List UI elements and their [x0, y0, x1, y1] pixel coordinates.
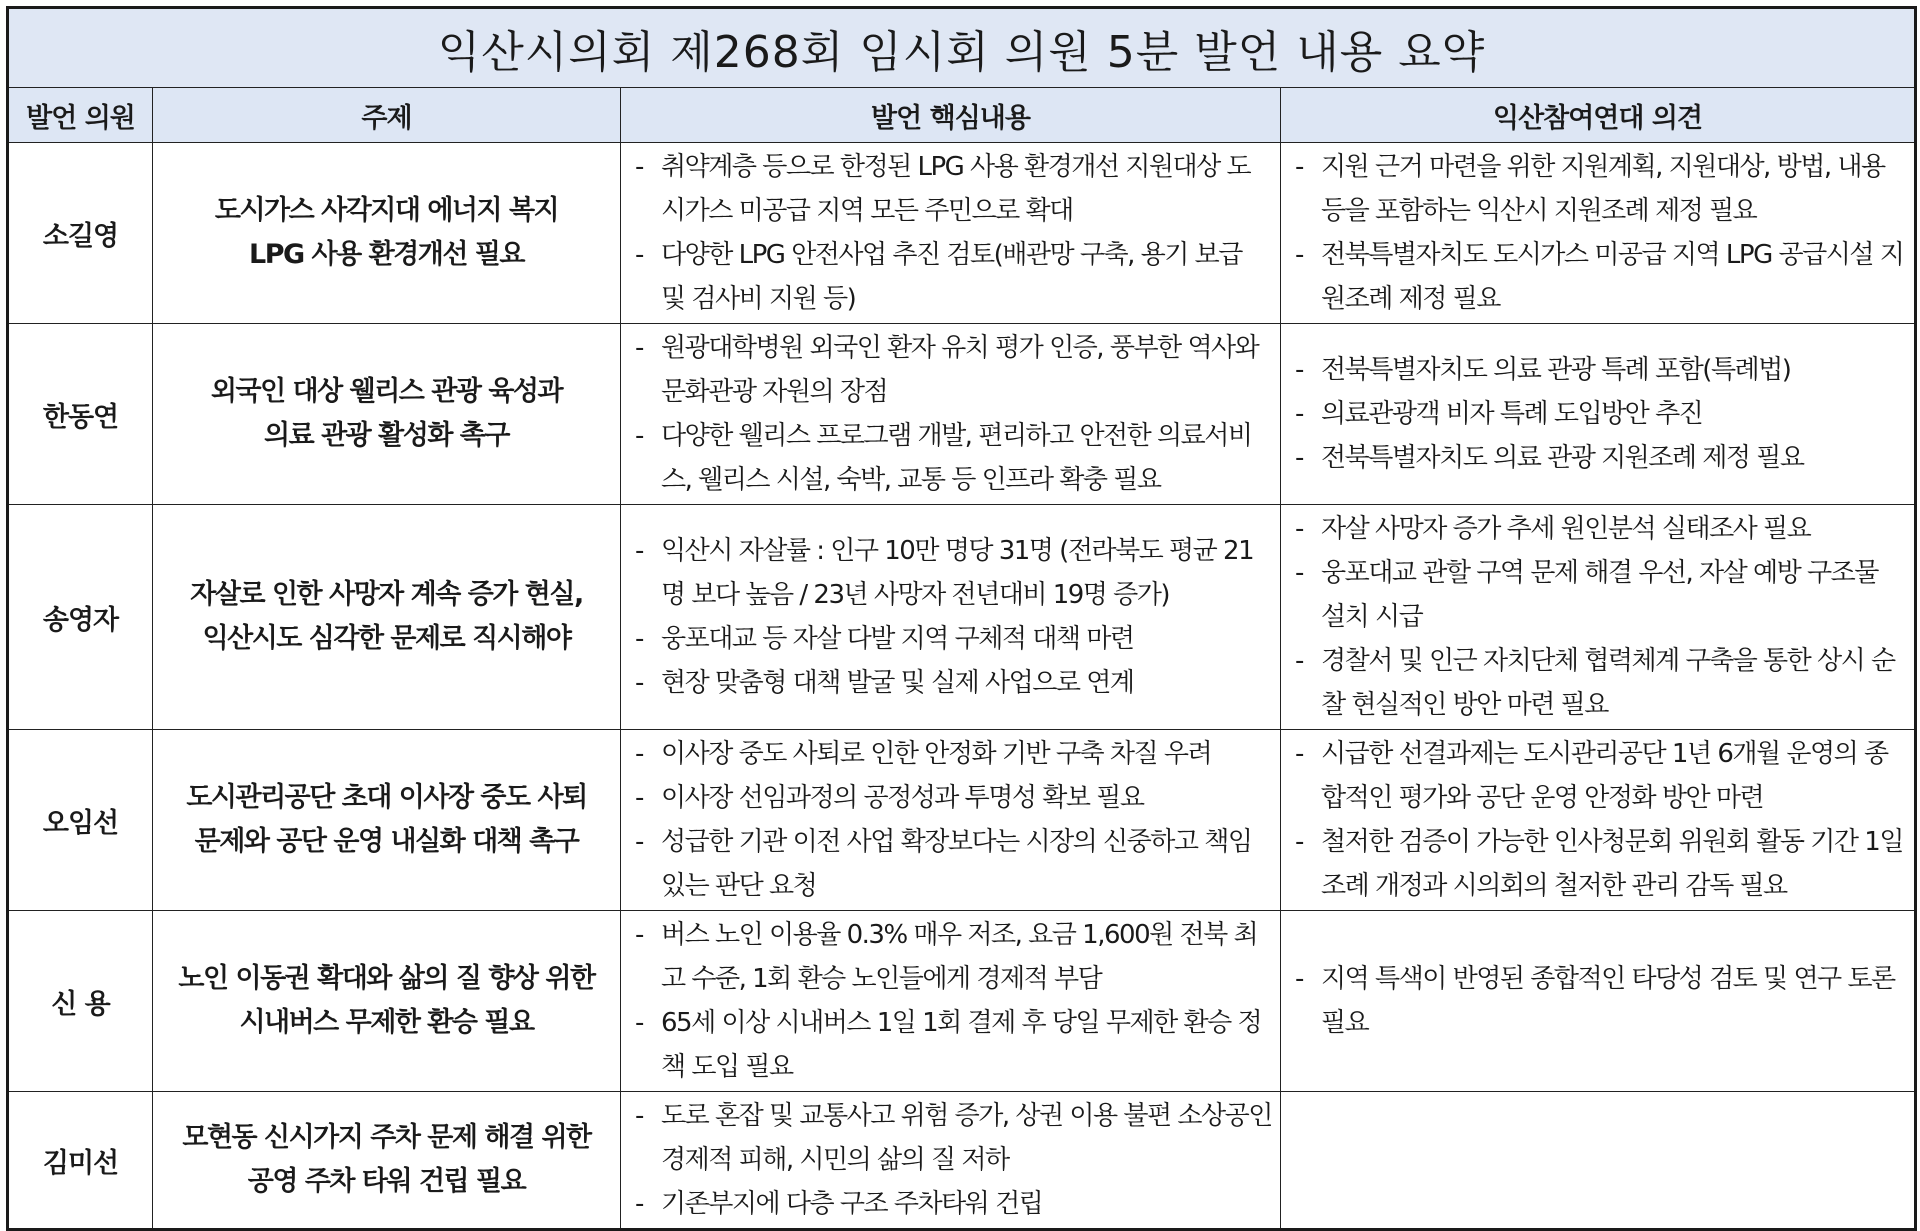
- list-item: - 성급한 기관 이전 사업 확장보다는 시장의 신중하고 책임 있는 판단 요청: [635, 827, 1252, 901]
- opinion-cell: [1281, 730, 1916, 911]
- table-row: [8, 505, 1916, 730]
- opinion-cell: [1281, 143, 1916, 324]
- topic-cell: [153, 505, 621, 730]
- list-item: - 원광대학병원 외국인 환자 유치 평가 인증, 풍부한 역사와 문화관광 자원의 장점: [635, 333, 1259, 407]
- title-row: [8, 8, 1916, 88]
- table-title: 익산시의회 제268회 임시회 의원 5분 발언 내용 요약: [8, 8, 1916, 88]
- topic-line: 도시가스 사각지대 에너지 복지: [214, 195, 559, 226]
- list-item: - 전북특별자치도 의료 관광 특례 포함(특례법): [1295, 355, 1791, 385]
- list-item: - 65세 이상 시내버스 1일 1회 결제 후 당일 무제한 환승 정책 도입 필요: [635, 1008, 1262, 1082]
- key-points-cell: [621, 505, 1281, 730]
- list-item: - 철저한 검증이 가능한 인사청문회 위원회 활동 기간 1일 조례 개정과 시의회의 철저한 관리 감독 필요: [1295, 827, 1903, 901]
- list-item: - 경찰서 및 인근 자치단체 협력체계 구축을 통한 상시 순찰 현실적인 방안 마련 필요: [1295, 646, 1895, 720]
- topic-line: 의료 관광 활성화 촉구: [264, 420, 509, 451]
- speaker-name: 송영자: [8, 505, 153, 730]
- topic-line: 도시관리공단 초대 이사장 중도 사퇴: [186, 782, 587, 813]
- list-item: - 이사장 선임과정의 공정성과 투명성 확보 필요: [635, 783, 1144, 813]
- opinion-cell: [1281, 505, 1916, 730]
- header-row: [8, 88, 1916, 143]
- topic-line: 노인 이동권 확대와 삶의 질 향상 위한: [178, 963, 595, 994]
- topic-line: 공영 주차 타워 건립 필요: [247, 1166, 526, 1197]
- list-item: - 버스 노인 이용율 0.3% 매우 저조, 요금 1,600원 전북 최고 수준, 1회 환승 노인들에게 경제적 부담: [635, 920, 1258, 994]
- list-item: - 시급한 선결과제는 도시관리공단 1년 6개월 운영의 종합적인 평가와 공단 운영 안정화 방안 마련: [1295, 739, 1888, 813]
- opinion-cell: [1281, 1092, 1916, 1230]
- list-item: - 다양한 LPG 안전사업 추진 검토(배관망 구축, 용기 보급 및 검사비 지원 등): [635, 240, 1242, 314]
- topic-line: LPG 사용 환경개선 필요: [248, 239, 524, 270]
- speaker-name: 소길영: [8, 143, 153, 324]
- table-row: [8, 324, 1916, 505]
- topic-cell: [153, 911, 621, 1092]
- topic-line: 문제와 공단 운영 내실화 대책 촉구: [194, 826, 579, 857]
- list-item: - 도로 혼잡 및 교통사고 위험 증가, 상권 이용 불편 소상공인 경제적 피해, 시민의 삶의 질 저하: [635, 1101, 1272, 1175]
- list-item: - 기존부지에 다층 구조 주차타워 건립: [635, 1189, 1043, 1219]
- table-row: [8, 1092, 1916, 1230]
- header-speaker: 발언 의원: [8, 88, 153, 143]
- key-points-cell: [621, 730, 1281, 911]
- table-row: [8, 911, 1916, 1092]
- list-item: - 웅포대교 등 자살 다발 지역 구체적 대책 마련: [635, 624, 1134, 654]
- key-points-cell: [621, 1092, 1281, 1230]
- list-item: - 지역 특색이 반영된 종합적인 타당성 검토 및 연구 토론 필요: [1295, 964, 1895, 1038]
- list-item: - 의료관광객 비자 특례 도입방안 추진: [1295, 399, 1703, 429]
- key-points-cell: [621, 143, 1281, 324]
- list-item: - 전북특별자치도 도시가스 미공급 지역 LPG 공급시설 지원조례 제정 필요: [1295, 240, 1904, 314]
- header-topic: 주제: [153, 88, 621, 143]
- list-item: - 전북특별자치도 의료 관광 지원조례 제정 필요: [1295, 443, 1804, 473]
- speaker-name: 한동연: [8, 324, 153, 505]
- list-item: - 지원 근거 마련을 위한 지원계획, 지원대상, 방법, 내용 등을 포함하는 익산시 지원조례 제정 필요: [1295, 152, 1885, 226]
- opinion-cell: [1281, 911, 1916, 1092]
- key-points-cell: [621, 324, 1281, 505]
- list-item: - 다양한 웰리스 프로그램 개발, 편리하고 안전한 의료서비스, 웰리스 시설, 숙박, 교통 등 인프라 확충 필요: [635, 421, 1252, 495]
- list-item: - 자살 사망자 증가 추세 원인분석 실태조사 필요: [1295, 514, 1811, 544]
- list-item: - 이사장 중도 사퇴로 인한 안정화 기반 구축 차질 우려: [635, 739, 1212, 769]
- summary-sheet: [6, 6, 1914, 1219]
- topic-cell: [153, 1092, 621, 1230]
- speaker-name: 오임선: [8, 730, 153, 911]
- speaker-name: 김미선: [8, 1092, 153, 1230]
- list-item: - 현장 맞춤형 대책 발굴 및 실제 사업으로 연계: [635, 668, 1134, 698]
- list-item: - 익산시 자살률 : 인구 10만 명당 31명 (전라북도 평균 21명 보다 높음 / 23년 사망자 전년대비 19명 증가): [635, 536, 1254, 610]
- topic-cell: [153, 143, 621, 324]
- header-opinion: 익산참여연대 의견: [1281, 88, 1916, 143]
- topic-cell: [153, 324, 621, 505]
- opinion-cell: [1281, 324, 1916, 505]
- topic-cell: [153, 730, 621, 911]
- topic-line: 익산시도 심각한 문제로 직시해야: [202, 623, 571, 654]
- table-row: [8, 730, 1916, 911]
- topic-line: 자살로 인한 사망자 계속 증가 현실,: [190, 579, 583, 610]
- topic-line: 외국인 대상 웰리스 관광 육성과: [210, 376, 563, 407]
- table-row: [8, 143, 1916, 324]
- key-points-cell: [621, 911, 1281, 1092]
- summary-table: [6, 6, 1917, 1231]
- list-item: - 웅포대교 관할 구역 문제 해결 우선, 자살 예방 구조물 설치 시급: [1295, 558, 1878, 632]
- header-key-points: 발언 핵심내용: [621, 88, 1281, 143]
- speaker-name: 신 용: [8, 911, 153, 1092]
- topic-line: 시내버스 무제한 환승 필요: [239, 1007, 534, 1038]
- list-item: - 취약계층 등으로 한정된 LPG 사용 환경개선 지원대상 도시가스 미공급 지역 모든 주민으로 확대: [635, 152, 1251, 226]
- topic-line: 모현동 신시가지 주차 문제 해결 위한: [182, 1122, 591, 1153]
